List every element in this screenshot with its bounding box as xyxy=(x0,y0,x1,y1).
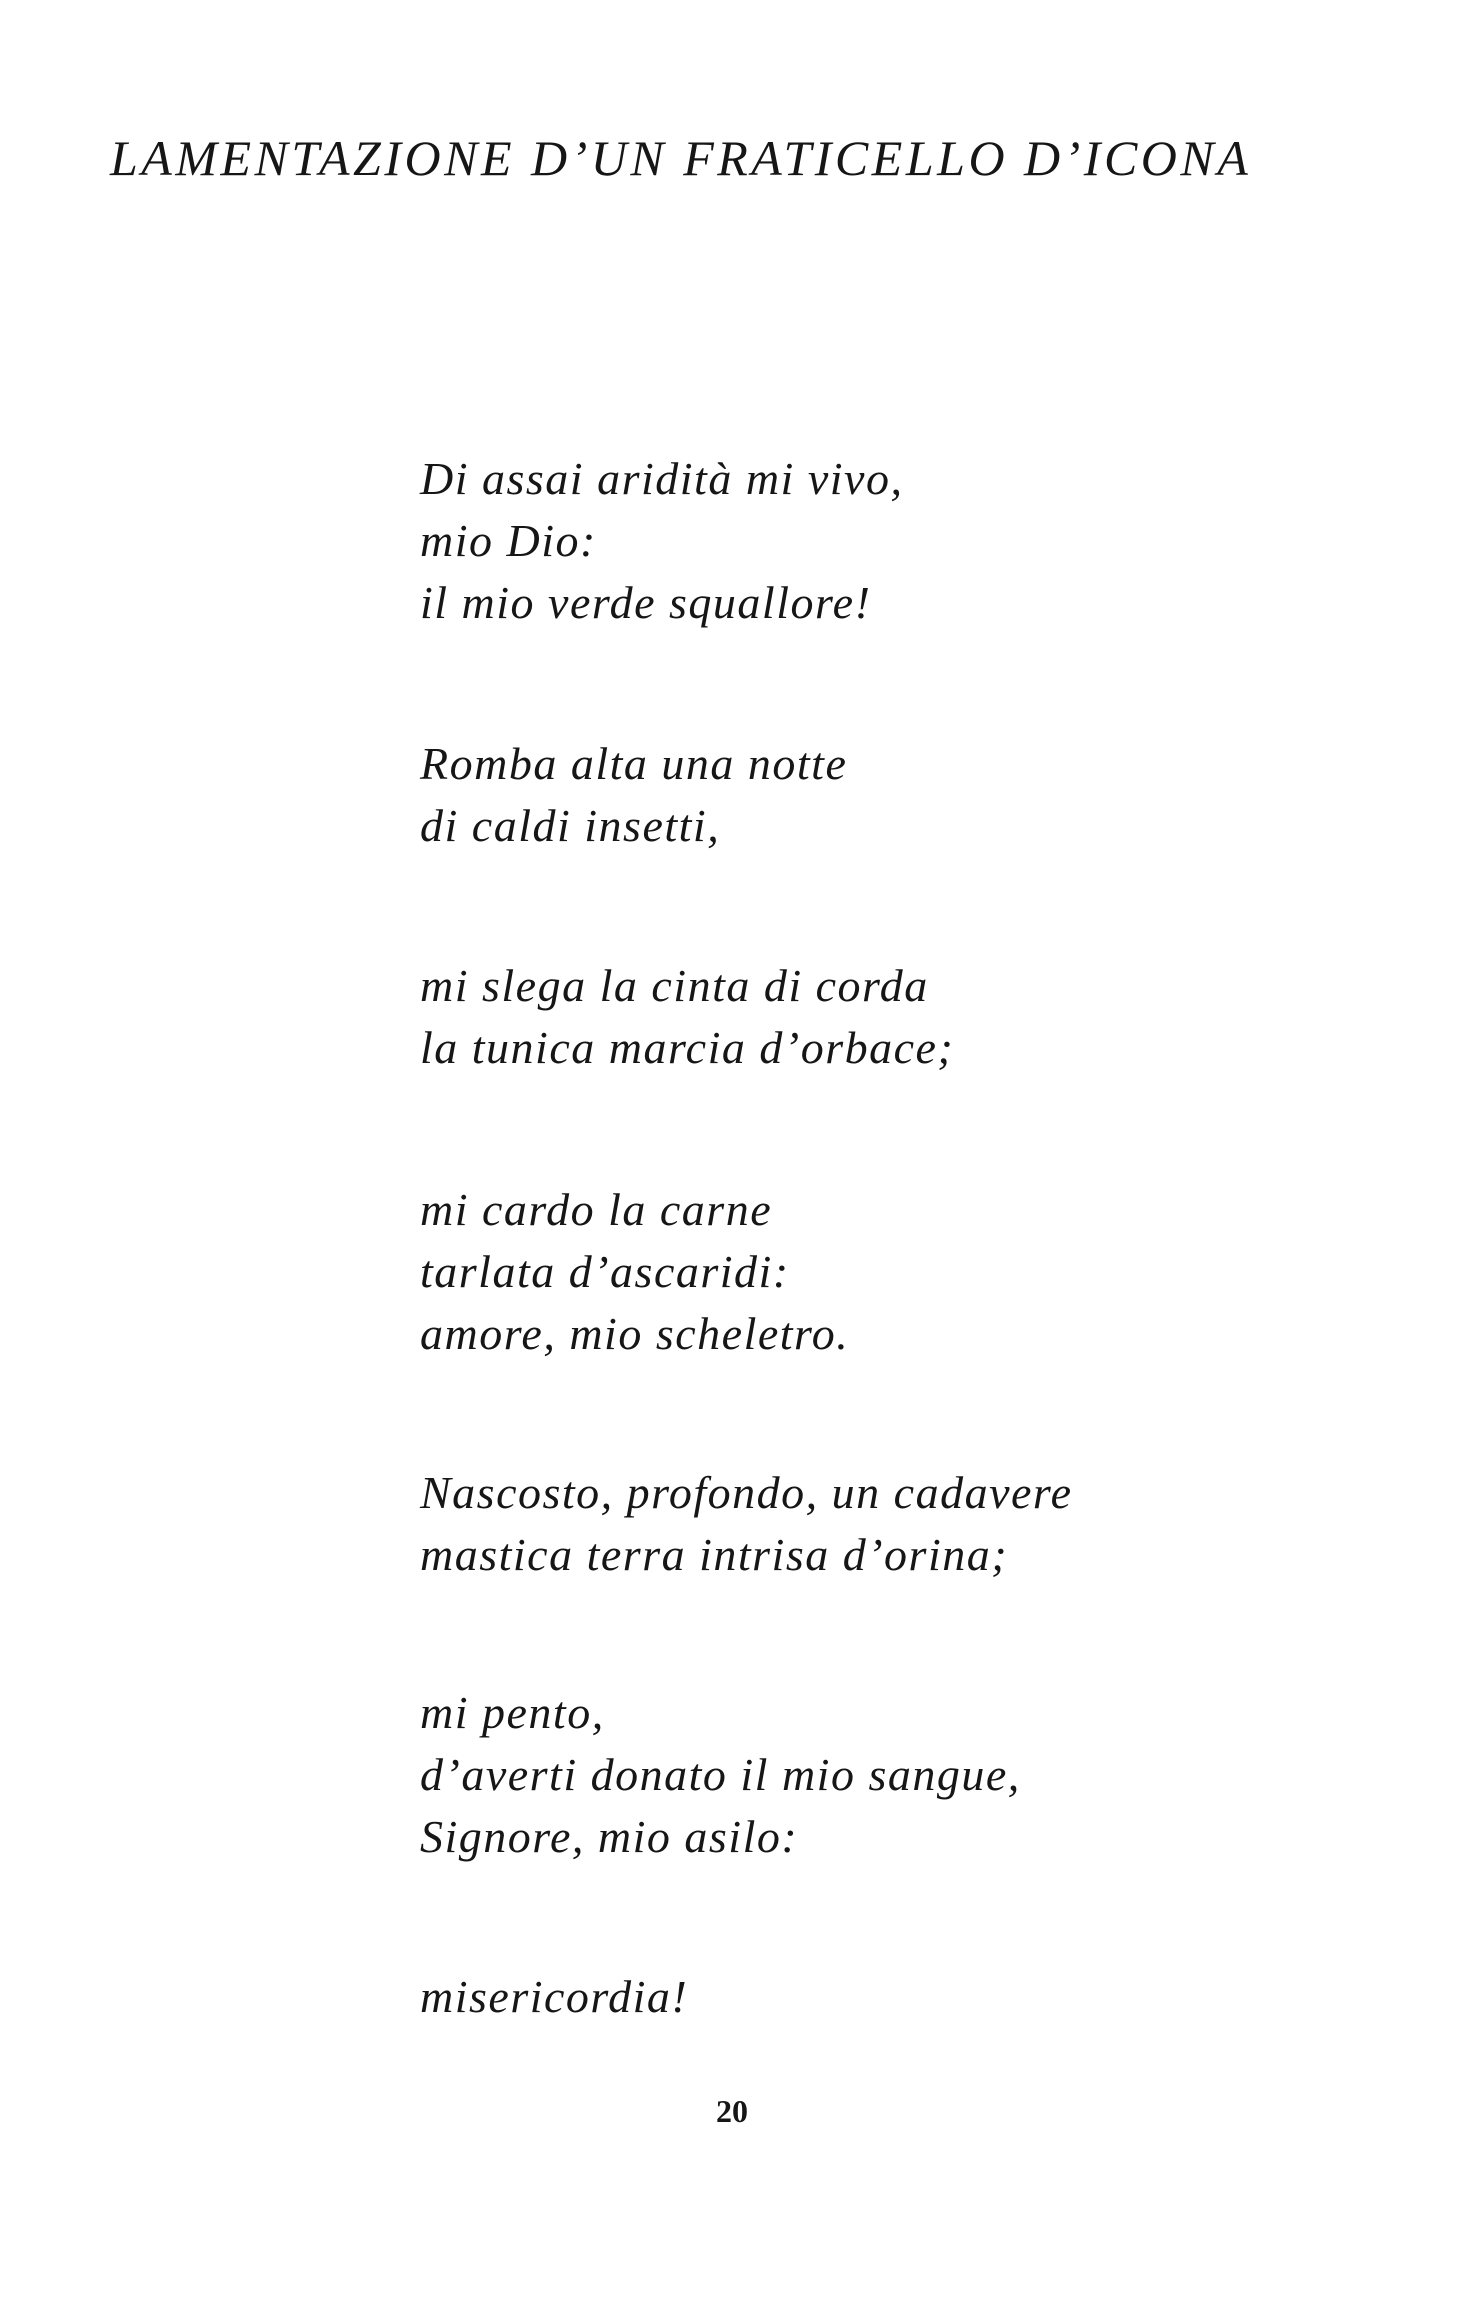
verse-line: Nascosto, profondo, un cadavere xyxy=(420,1467,1073,1518)
stanza xyxy=(420,1682,1320,1868)
verse-line: mi slega la cinta di corda xyxy=(420,960,929,1011)
verse-line: la tunica marcia d’orbace; xyxy=(420,1022,955,1073)
verse-line: il mio verde squallore! xyxy=(420,577,872,628)
verse-line: misericordia! xyxy=(420,1971,689,2022)
verse-line: Romba alta una notte xyxy=(420,738,848,789)
verse-line: Signore, mio asilo: xyxy=(420,1811,799,1862)
verse-line: mi cardo la carne xyxy=(420,1184,773,1235)
stanza xyxy=(420,1179,1320,1365)
verse-line: d’averti donato il mio sangue, xyxy=(420,1749,1021,1800)
stanza xyxy=(420,733,1320,857)
verse-line: mastica terra intrisa d’orina; xyxy=(420,1529,1009,1580)
verse-line: amore, mio scheletro. xyxy=(420,1308,850,1359)
poem-title: LAMENTAZIONE D’UN FRATICELLO D’ICONA xyxy=(110,130,1252,186)
verse-line: Di assai aridità mi vivo, xyxy=(420,453,904,504)
stanza xyxy=(420,448,1320,634)
verse-line: di caldi insetti, xyxy=(420,800,721,851)
stanza xyxy=(420,1462,1320,1586)
verse-line: mio Dio: xyxy=(420,515,597,566)
verse-line: tarlata d’ascaridi: xyxy=(420,1246,790,1297)
stanza xyxy=(420,955,1320,1079)
page-number: 20 xyxy=(716,2093,748,2129)
stanza xyxy=(420,1966,1320,2028)
verse-line: mi pento, xyxy=(420,1687,605,1738)
